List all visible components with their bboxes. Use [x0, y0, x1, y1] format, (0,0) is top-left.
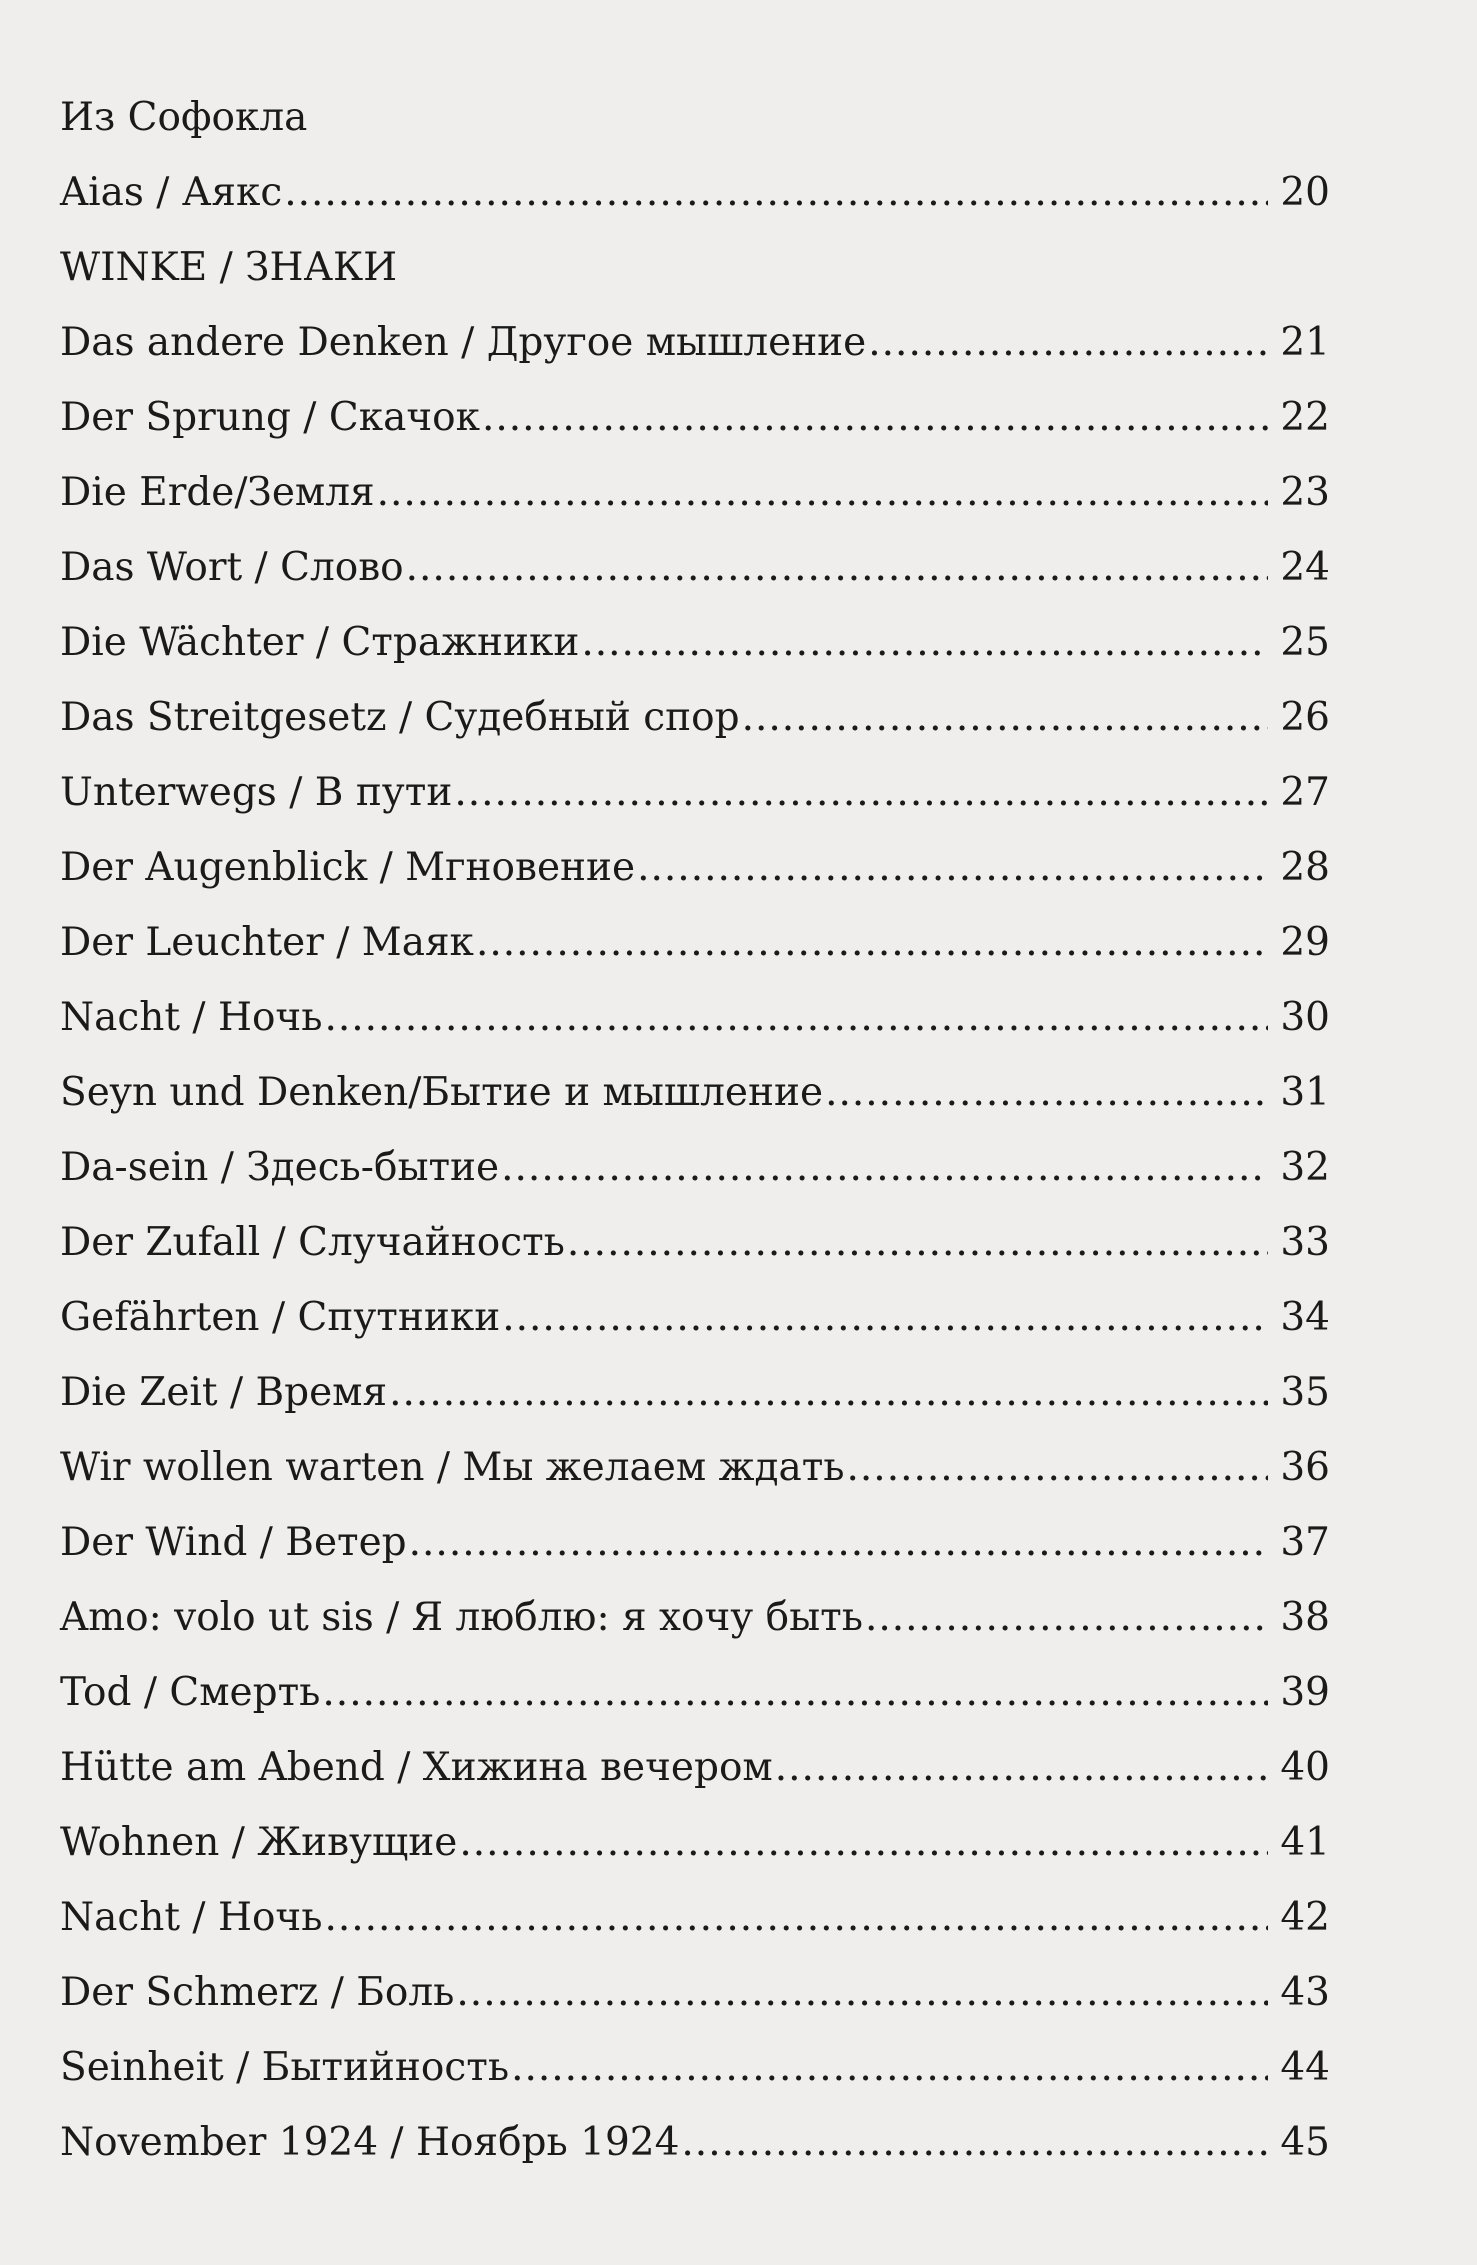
entry-page-number: 44 [1280, 2045, 1330, 2090]
entry-page-number: 25 [1280, 620, 1330, 665]
entry-title: Seinheit / Бытийность [60, 2045, 510, 2090]
entry-title: Das Wort / Слово [60, 545, 404, 590]
dot-leader [409, 1505, 1268, 1580]
entry-title: Der Schmerz / Боль [60, 1970, 455, 2015]
dot-leader [825, 1055, 1268, 1130]
entry-title: Die Zeit / Время [60, 1370, 388, 1415]
entry-title: Der Wind / Ветер [60, 1520, 407, 1565]
dot-leader [459, 1805, 1268, 1880]
dot-leader [581, 605, 1268, 680]
dot-leader [454, 755, 1268, 830]
dot-leader [847, 1430, 1268, 1505]
entry-title: Nacht / Ночь [60, 1895, 323, 1940]
entry-page-number: 29 [1280, 920, 1330, 965]
entry-page-number: 24 [1280, 545, 1330, 590]
toc-entry[interactable] [60, 605, 1330, 680]
toc-entry[interactable] [60, 1655, 1330, 1730]
toc-entry[interactable] [60, 380, 1330, 455]
dot-leader [501, 1130, 1268, 1205]
toc-entry[interactable] [60, 2030, 1330, 2105]
entry-page-number: 39 [1280, 1670, 1330, 1715]
entry-page-number: 45 [1280, 2120, 1330, 2165]
entry-title: Die Wächter / Стражники [60, 620, 580, 665]
toc-entry[interactable] [60, 1580, 1330, 1655]
entry-title: Der Zufall / Случайность [60, 1220, 565, 1265]
entry-page-number: 33 [1280, 1220, 1330, 1265]
entry-title: Nacht / Ночь [60, 995, 323, 1040]
dot-leader [324, 980, 1268, 1055]
entry-title: Der Sprung / Скачок [60, 395, 480, 440]
entry-title: Unterwegs / В пути [60, 770, 453, 815]
toc-entry[interactable] [60, 680, 1330, 755]
entry-title: Aias / Аякс [60, 170, 283, 215]
entry-page-number: 40 [1280, 1745, 1330, 1790]
entry-title: Die Erde/Земля [60, 470, 375, 515]
entry-page-number: 36 [1280, 1445, 1330, 1490]
entry-title: Das Streitgesetz / Судебный спор [60, 695, 740, 740]
entry-page-number: 21 [1280, 320, 1330, 365]
entry-title: Gefährten / Спутники [60, 1295, 501, 1340]
entry-title: Der Augenblick / Мгновение [60, 845, 636, 890]
entry-page-number: 23 [1280, 470, 1330, 515]
toc-entry[interactable] [60, 1280, 1330, 1355]
entry-page-number: 42 [1280, 1895, 1330, 1940]
entry-title: Der Leuchter / Маяк [60, 920, 474, 965]
section-heading: Из Софокла [60, 95, 308, 140]
entry-page-number: 32 [1280, 1145, 1330, 1190]
toc-entry[interactable] [60, 2105, 1330, 2180]
toc-entry[interactable] [60, 155, 1330, 230]
entry-page-number: 37 [1280, 1520, 1330, 1565]
toc-entry[interactable] [60, 1130, 1330, 1205]
toc-entry[interactable] [60, 1205, 1330, 1280]
dot-leader [637, 830, 1268, 905]
dot-leader [511, 2030, 1268, 2105]
dot-leader [456, 1955, 1268, 2030]
toc-entry[interactable] [60, 530, 1330, 605]
entry-page-number: 34 [1280, 1295, 1330, 1340]
entry-page-number: 22 [1280, 395, 1330, 440]
toc-entry[interactable] [60, 455, 1330, 530]
toc-entry[interactable] [60, 905, 1330, 980]
entry-title: Tod / Смерть [60, 1670, 321, 1715]
entry-page-number: 20 [1280, 170, 1330, 215]
entry-page-number: 31 [1280, 1070, 1330, 1115]
table-of-contents [60, 80, 1340, 2180]
entry-title: Hütte am Abend / Хижина вечером [60, 1745, 773, 1790]
entry-title: November 1924 / Ноябрь 1924 [60, 2120, 680, 2165]
entry-title: Amo: volo ut sis / Я люблю: я хочу быть [60, 1595, 863, 1640]
entry-page-number: 41 [1280, 1820, 1330, 1865]
dot-leader [742, 680, 1268, 755]
dot-leader [377, 455, 1268, 530]
entry-page-number: 38 [1280, 1595, 1330, 1640]
toc-entry[interactable] [60, 1055, 1330, 1130]
dot-leader [324, 1880, 1268, 1955]
entry-page-number: 26 [1280, 695, 1330, 740]
toc-entry[interactable] [60, 1955, 1330, 2030]
dot-leader [567, 1205, 1268, 1280]
dot-leader [322, 1655, 1268, 1730]
dot-leader [775, 1730, 1268, 1805]
toc-entry[interactable] [60, 1730, 1330, 1805]
dot-leader [865, 1580, 1268, 1655]
toc-entry[interactable] [60, 1880, 1330, 1955]
dot-leader [681, 2105, 1268, 2180]
toc-entry[interactable] [60, 755, 1330, 830]
toc-entry[interactable] [60, 1430, 1330, 1505]
entry-page-number: 43 [1280, 1970, 1330, 2015]
dot-leader [406, 530, 1268, 605]
entry-page-number: 27 [1280, 770, 1330, 815]
entry-title: Das andere Denken / Другое мышление [60, 320, 867, 365]
dot-leader [389, 1355, 1268, 1430]
entry-page-number: 28 [1280, 845, 1330, 890]
entry-title: Wir wollen warten / Мы желаем ждать [60, 1445, 845, 1490]
toc-entry[interactable] [60, 305, 1330, 380]
entry-page-number: 35 [1280, 1370, 1330, 1415]
dot-leader [284, 155, 1268, 230]
toc-entry[interactable] [60, 1805, 1330, 1880]
toc-entry[interactable] [60, 980, 1330, 1055]
entry-page-number: 30 [1280, 995, 1330, 1040]
section-heading: WINKE / ЗНАКИ [60, 245, 398, 290]
toc-entry[interactable] [60, 1355, 1330, 1430]
entry-title: Wohnen / Живущие [60, 1820, 458, 1865]
dot-leader [482, 380, 1268, 455]
dot-leader [868, 305, 1268, 380]
toc-entry[interactable] [60, 830, 1330, 905]
toc-entry[interactable] [60, 1505, 1330, 1580]
dot-leader [502, 1280, 1268, 1355]
entry-title: Seyn und Denken/Бытие и мышление [60, 1070, 824, 1115]
entry-title: Da-sein / Здесь-бытие [60, 1145, 500, 1190]
dot-leader [476, 905, 1268, 980]
